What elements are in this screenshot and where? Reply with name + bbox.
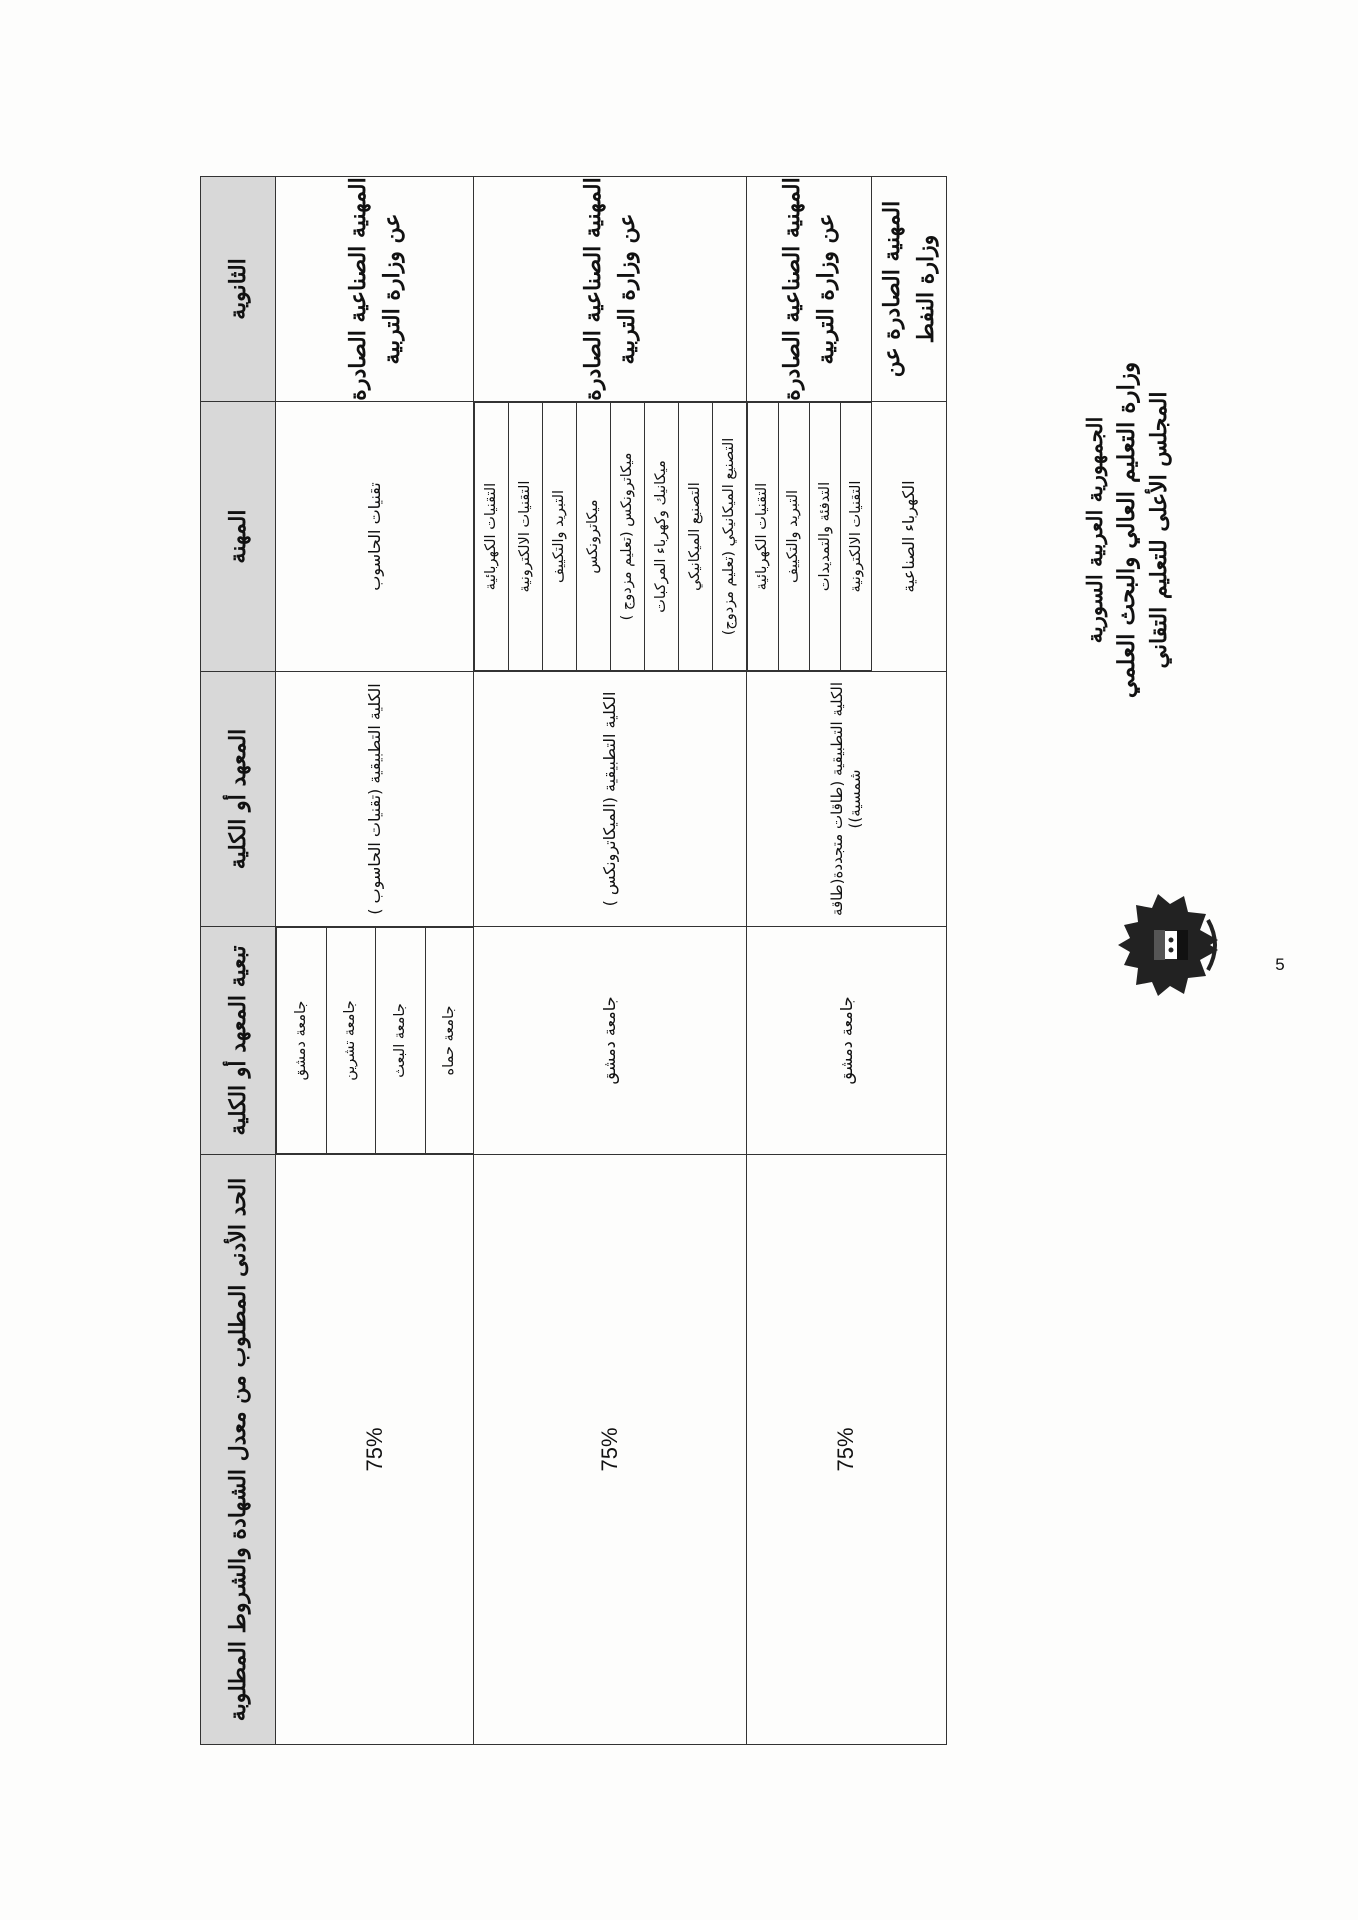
column-header-secondary: الثانوية <box>201 177 276 402</box>
list-item: التقنيات الالكترونية <box>841 403 871 671</box>
secondary-cell: المهنية الصناعية الصادرة عن وزارة التربية <box>276 177 474 402</box>
column-header-min-average: الحد الأدنى المطلوب من معدل الشهادة والشروط المطلوبة <box>201 1155 276 1745</box>
table-row <box>276 177 474 1745</box>
list-item: التبريد والتكييف <box>778 403 809 671</box>
list-item: التبريد والتكييف <box>543 403 577 671</box>
min-average-cell: 75% <box>276 1155 474 1745</box>
institute-cell: الكلية التطبيقية (طاقات متجددة(طاقة شمسية)) <box>746 672 946 927</box>
secondary-cell: المهنية الصادرة عن وزارة النفط <box>871 177 946 402</box>
table-row <box>746 177 871 1745</box>
list-item: ميكانيك وكهرباء المركبات <box>645 403 679 671</box>
profession-list <box>474 402 745 671</box>
affiliation-cell <box>276 927 474 1155</box>
list-item: جامعة البعث <box>376 928 426 1154</box>
column-header-institute: المعهد أو الكلية <box>201 672 276 927</box>
page-number: 5 <box>1275 955 1285 974</box>
header-council: المجلس الأعلى للتعليم التقاني <box>1145 391 1172 669</box>
secondary-cell: المهنية الصناعية الصادرة عن وزارة التربية <box>474 177 746 402</box>
affiliation-cell: جامعة دمشق <box>474 927 746 1155</box>
list-item: التصنيع الميكانيكي <box>679 403 713 671</box>
list-item: جامعة تشرين <box>326 928 376 1154</box>
list-item: التقنيات الكهربائية <box>475 403 509 671</box>
eagle-emblem-icon <box>1110 890 1230 1000</box>
table-row <box>474 177 746 1745</box>
profession-cell: تقنيات الحاسوب <box>276 402 474 672</box>
profession-list <box>747 402 871 671</box>
table-header-row <box>201 177 276 1745</box>
institute-cell: الكلية التطبيقية (تقنيات الحاسوب ) <box>276 672 474 927</box>
document-header <box>1080 310 1176 750</box>
profession-cell: الكهرباء الصناعية <box>871 402 946 672</box>
column-header-profession: المهنة <box>201 402 276 672</box>
list-item: جامعة حماه <box>425 928 473 1154</box>
admission-table <box>200 176 947 1745</box>
header-ministry: وزارة التعليم العالي والبحث العلمي <box>1113 361 1141 699</box>
list-item: التدفئة والتمديدات <box>809 403 840 671</box>
profession-cell <box>746 402 871 672</box>
secondary-cell: المهنية الصناعية الصادرة عن وزارة التربية <box>746 177 871 402</box>
list-item: ميكاترونكس <box>577 403 611 671</box>
list-item: التصنيع الميكانيكي (تعليم مزدوج) <box>713 403 746 671</box>
profession-cell <box>474 402 746 672</box>
affiliation-cell: جامعة دمشق <box>746 927 946 1155</box>
list-item: ميكاترونكس (تعليم مزدوج ) <box>611 403 645 671</box>
list-item: التقنيات الالكترونية <box>509 403 543 671</box>
institute-cell: الكلية التطبيقية (الميكاترونكس ) <box>474 672 746 927</box>
column-header-affiliation: تبعية المعهد أو الكلية <box>201 927 276 1155</box>
affiliation-list <box>276 927 473 1154</box>
list-item: جامعة دمشق <box>277 928 327 1154</box>
min-average-cell: 75% <box>746 1155 946 1745</box>
list-item: التقنيات الكهربائية <box>747 403 778 671</box>
min-average-cell: 75% <box>474 1155 746 1745</box>
header-country: الجمهورية العربية السورية <box>1082 416 1107 644</box>
